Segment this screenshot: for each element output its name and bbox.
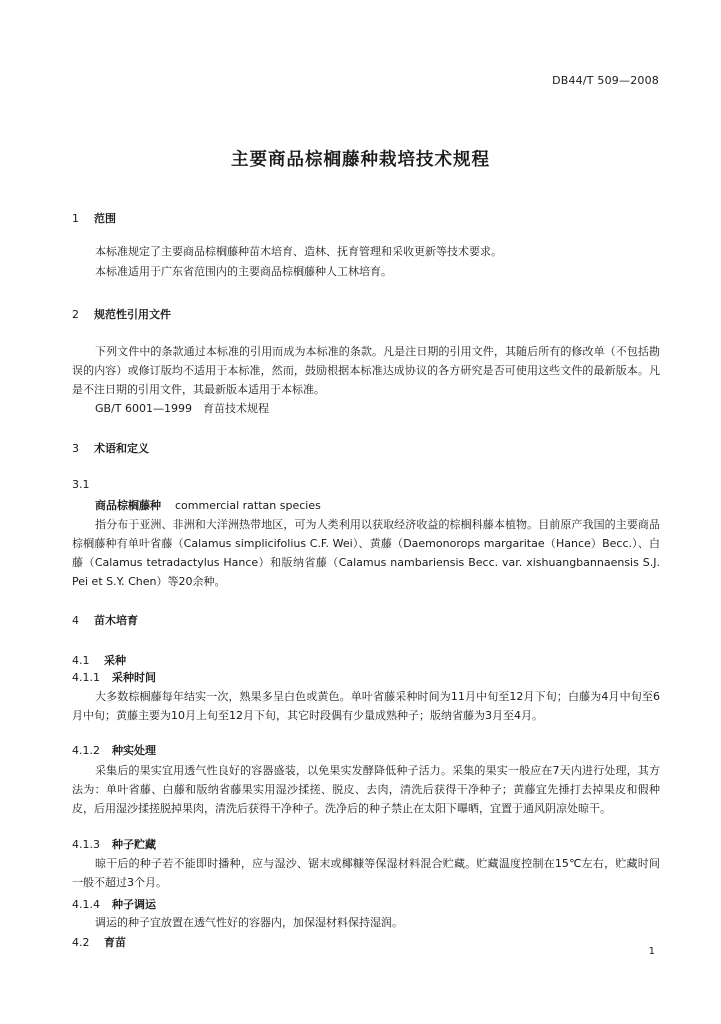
subsection-number: 4.1.2 <box>72 744 100 757</box>
subsection-heading-4-1-2 <box>72 742 156 758</box>
term-english: commercial rattan species <box>175 499 321 512</box>
seed-transport-paragraph: 调运的种子宜放置在透气性好的容器内，加保湿材料保持湿润。 <box>95 916 403 929</box>
standard-code: DB44/T 509—2008 <box>552 74 659 87</box>
subsection-heading-4-2 <box>72 934 126 950</box>
subsection-title: 采种 <box>104 654 126 667</box>
subsection-number: 4.1 <box>72 654 90 667</box>
section-heading-4 <box>72 612 138 628</box>
subsection-number-3-1: 3.1 <box>72 478 90 491</box>
section-title: 苗木培育 <box>94 614 138 627</box>
section-heading-3 <box>72 440 149 456</box>
term-chinese: 商品棕榈藤种 <box>95 499 161 512</box>
term-entry <box>95 497 321 513</box>
term-definition-paragraph: 指分布于亚洲、非洲和大洋洲热带地区，可为人类利用以获取经济收益的棕榈科藤本植物。目前原产我国的主要商品棕榈藤种有单叶省藤（Calamus simplicifolius C.F. Wei）、黄藤（Daemonorops margaritae（Hance）Becc.）、白藤（Calamus tetradactylus Hance）和版纳省藤（Calamus nambariensis Becc. var. xishuangbannaensis S.J. Pei et S.Y. Chen）等20余种。 <box>72 518 660 588</box>
subsection-heading-4-1-1 <box>72 669 156 685</box>
seed-storage-paragraph: 晾干后的种子若不能即时播种，应与湿沙、锯末或椰糠等保湿材料混合贮藏。贮藏温度控制在15℃左右，贮藏时间一般不超过3个月。 <box>72 857 660 889</box>
section-number: 4 <box>72 614 79 627</box>
subsection-title: 采种时间 <box>112 671 156 684</box>
section-title: 范围 <box>94 212 116 225</box>
subsection-heading-4-1-4 <box>72 896 156 912</box>
section-heading-1 <box>72 210 116 226</box>
page-number: 1 <box>648 946 655 957</box>
seed-processing-paragraph: 采集后的果实宜用透气性良好的容器盛装，以免果实发酵降低种子活力。采集的果实一般应在7天内进行处理，其方法为：单叶省藤、白藤和版纳省藤果实用湿沙揉搓、脱皮、去肉，清洗后获得干净种子；黄藤宜先捶打去掉果皮和假种皮，后用湿沙揉搓脱掉果肉，清洗后获得干净种子。洗净后的种子禁止在太阳下曝晒，宜置于通风阴凉处晾干。 <box>72 764 660 815</box>
section-number: 1 <box>72 212 79 225</box>
section-number: 2 <box>72 308 79 321</box>
subsection-title: 种子调运 <box>112 898 156 911</box>
section-title: 规范性引用文件 <box>94 308 171 321</box>
reference-entry: GB/T 6001—1999 育苗技术规程 <box>95 402 269 415</box>
subsection-title: 种实处理 <box>112 744 156 757</box>
subsection-number: 4.1.3 <box>72 838 100 851</box>
seed-collection-time-paragraph: 大多数棕榈藤每年结实一次，熟果多呈白色或黄色。单叶省藤采种时间为11月中旬至12月下旬；白藤为4月中旬至6月中旬；黄藤主要为10月上旬至12月下旬，其它时段偶有少量成熟种子；版纳省藤为3月至4月。 <box>72 690 660 722</box>
subsection-number: 4.1.4 <box>72 898 100 911</box>
section-number: 3 <box>72 442 79 455</box>
scope-paragraph-2: 本标准适用于广东省范围内的主要商品棕榈藤种人工林培育。 <box>95 265 392 278</box>
subsection-heading-4-1-3 <box>72 836 156 852</box>
scope-paragraph-1: 本标准规定了主要商品棕榈藤种苗木培育、造林、抚育管理和采收更新等技术要求。 <box>95 245 502 258</box>
subsection-number: 4.2 <box>72 936 90 949</box>
subsection-number: 4.1.1 <box>72 671 100 684</box>
subsection-title: 育苗 <box>104 936 126 949</box>
section-heading-2 <box>72 306 171 322</box>
section-title: 术语和定义 <box>94 442 149 455</box>
document-title: 主要商品棕榈藤种栽培技术规程 <box>231 150 490 170</box>
normative-references-paragraph: 下列文件中的条款通过本标准的引用而成为本标准的条款。凡是注日期的引用文件，其随后所有的修改单（不包括勘误的内容）或修订版均不适用于本标准，然而，鼓励根据本标准达成协议的各方研究是否可使用这些文件的最新版本。凡是不注日期的引用文件，其最新版本适用于本标准。 <box>72 345 660 396</box>
subsection-heading-4-1 <box>72 652 126 668</box>
subsection-title: 种子贮藏 <box>112 838 156 851</box>
